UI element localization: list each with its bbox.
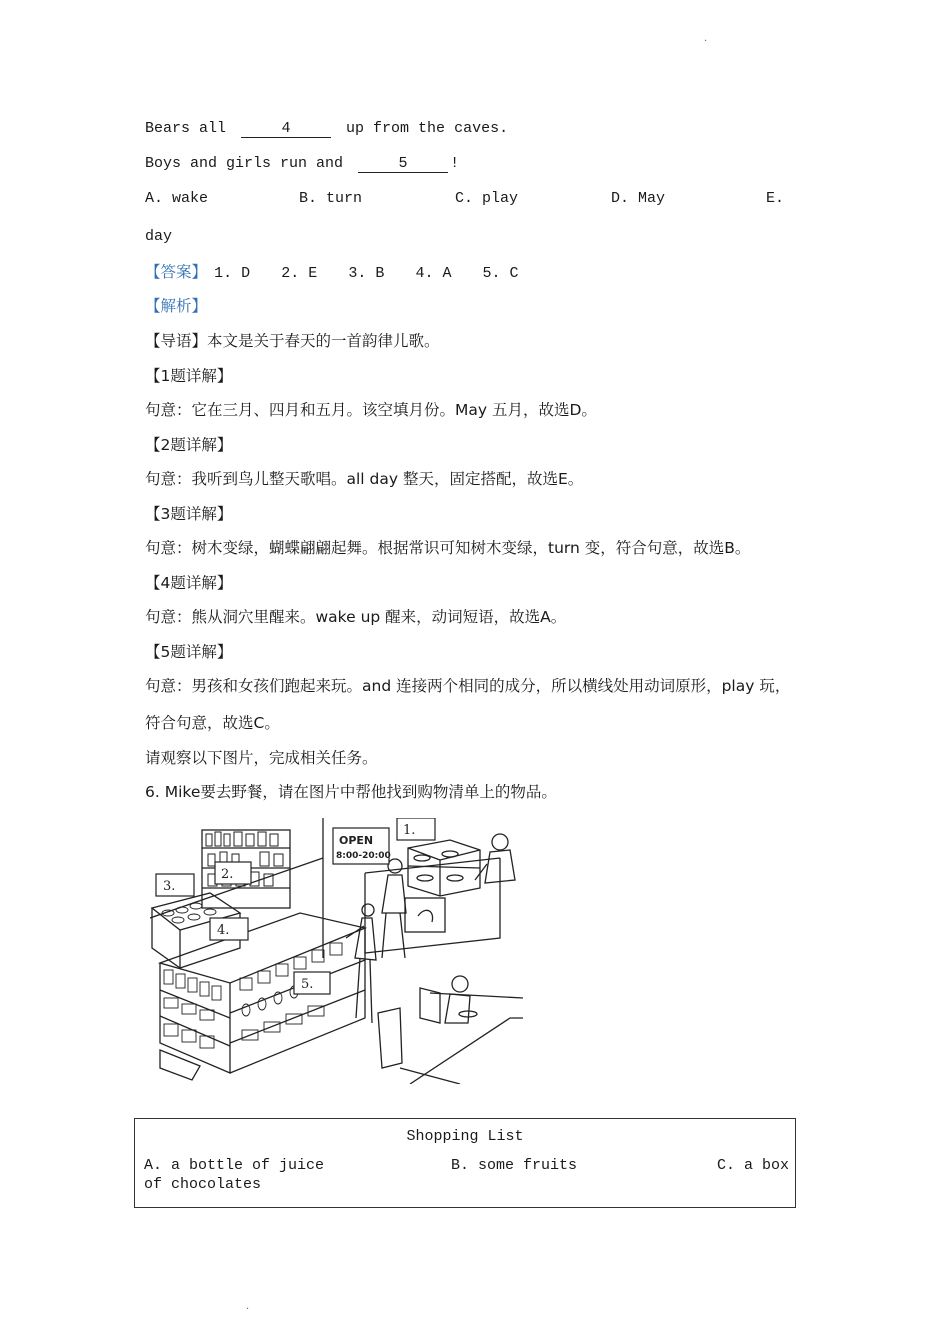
detail-5-text-cont: 符合句意，故选C。 [145,714,280,732]
page-mark: · [246,1304,250,1315]
detail-1-text: 句意：它在三月、四月和五月。该空填月份。May 五月，故选D。 [145,401,597,419]
poem-text: Boys and girls run and [145,155,344,172]
blank-4[interactable]: 4 [241,120,331,138]
detail-1-heading: 【1题详解】 [145,367,233,385]
label-4: 4. [217,923,230,938]
task-intro: 请观察以下图片，完成相关任务。 [145,749,378,767]
option-d: D. May [611,190,666,207]
shopping-item-c: C. a box [717,1157,790,1174]
page-mark: · [704,36,708,47]
answer-4: 4. A [415,265,452,282]
detail-2-text: 句意：我听到鸟儿整天歌唱。all day 整天，固定搭配，故选E。 [145,470,584,488]
label-3: 3. [163,879,176,894]
answer-3: 3. B [348,265,385,282]
poem-text: ! [450,155,460,172]
intro: 【导语】本文是关于春天的一首韵律儿歌。 [145,332,440,350]
answer-5: 5. C [482,265,519,282]
option-c: C. play [455,190,519,207]
answer-tag: 【答案】 [145,263,208,281]
analysis-tag: 【解析】 [145,297,208,315]
shopping-item-c-cont: of chocolates [144,1176,262,1193]
option-e-word: day [145,228,173,245]
poem-text: Bears all [145,120,227,137]
answer-2: 2. E [281,265,318,282]
poem-line-5 [145,155,459,173]
open-sign-hours: 8:00-20:00 [336,851,391,861]
question-6: 6. Mike要去野餐，请在图片中帮他找到购物清单上的物品。 [145,783,557,801]
poem-line-4 [145,120,508,138]
supermarket-illustration [150,818,523,1084]
label-5: 5. [301,977,314,992]
blank-5[interactable]: 5 [358,155,448,173]
shopping-list-box [134,1118,796,1208]
answer-row [145,260,519,282]
option-a: A. wake [145,190,209,207]
label-2: 2. [221,867,234,882]
detail-3-heading: 【3题详解】 [145,505,233,523]
shopping-item-a: A. a bottle of juice [144,1157,325,1174]
open-sign-text: OPEN [339,834,374,847]
option-b: B. turn [299,190,363,207]
detail-3-text: 句意：树木变绿，蝴蝶翩翩起舞。根据常识可知树木变绿，turn 变，符合句意，故选B。 [145,539,751,557]
label-1: 1. [403,823,416,838]
shopping-list-title: Shopping List [406,1128,524,1145]
detail-4-heading: 【4题详解】 [145,574,233,592]
answer-1: 1. D [214,265,251,282]
poem-text: up from the caves. [346,120,509,137]
shopping-item-b: B. some fruits [451,1157,578,1174]
detail-2-heading: 【2题详解】 [145,436,233,454]
detail-4-text: 句意：熊从洞穴里醒来。wake up 醒来，动词短语，故选A。 [145,608,567,626]
detail-5-heading: 【5题详解】 [145,643,233,661]
detail-5-text: 句意：男孩和女孩们跑起来玩。and 连接两个相同的成分，所以横线处用动词原形，play 玩， [145,677,791,695]
option-e-letter: E. [766,190,785,207]
